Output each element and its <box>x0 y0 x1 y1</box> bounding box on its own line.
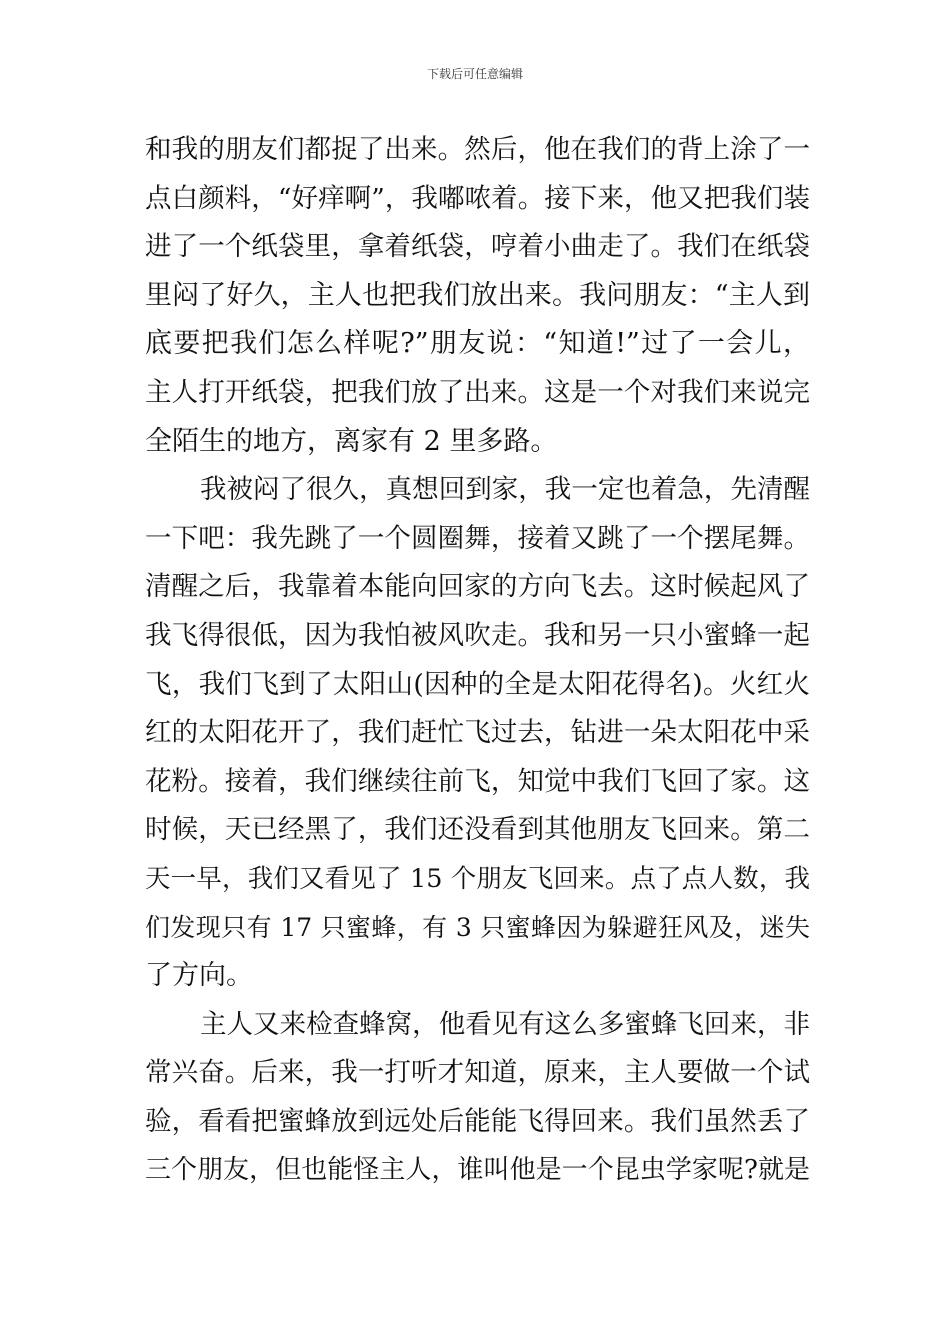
page-header: 下载后可任意编辑 <box>426 67 523 81</box>
text-line: 全陌生的地方，离家有 2 里多路。 <box>145 425 558 457</box>
text-line: 我被闷了很久，真想回到家，我一定也着急，先清醒 <box>200 474 810 506</box>
text-line: 常兴奋。后来，我一打听才知道，原来，主人要做一个试 <box>145 1057 810 1089</box>
text-line: 我飞得很低，因为我怕被风吹走。我和另一只小蜜蜂一起 <box>145 619 810 651</box>
text-line: 三个朋友，但也能怪主人，谁叫他是一个昆虫学家呢?就是 <box>145 1155 810 1186</box>
text-line: 主人又来检查蜂窝，他看见有这么多蜜蜂飞回来，非 <box>200 1008 810 1040</box>
text-line: 一下吧：我先跳了一个圆圈舞，接着又跳了一个摆尾舞。 <box>145 522 810 554</box>
text-line: 底要把我们怎么样呢?”朋友说：“知道!”过了一会儿， <box>145 328 810 360</box>
text-line: 主人打开纸袋，把我们放了出来。这是一个对我们来说完 <box>145 376 810 408</box>
text-line: 点白颜料，“好痒啊”，我嘟哝着。接下来，他又把我们装 <box>145 182 810 214</box>
paragraph-3 <box>145 1001 810 1195</box>
text-line: 里闷了好久，主人也把我们放出来。我问朋友：“主人到 <box>145 279 810 311</box>
text-line: 了方向。 <box>145 960 253 992</box>
text-line: 们发现只有 17 只蜜蜂，有 3 只蜜蜂因为躲避狂风及，迷失 <box>145 912 810 942</box>
text-line: 验，看看把蜜蜂放到远处后能能飞得回来。我们虽然丢了 <box>145 1105 810 1137</box>
text-line: 红的太阳花开了，我们赶忙飞过去，钻进一朵太阳花中采 <box>145 717 810 749</box>
text-line: 飞，我们飞到了太阳山(因种的全是太阳花得名)。火红火 <box>145 668 810 700</box>
text-line: 进了一个纸袋里，拿着纸袋，哼着小曲走了。我们在纸袋 <box>145 231 810 263</box>
text-line: 花粉。接着，我们继续往前飞，知觉中我们飞回了家。这 <box>145 765 810 797</box>
text-line: 时候，天已经黑了，我们还没看到其他朋友飞回来。第二 <box>145 814 810 846</box>
text-line: 天一早，我们又看见了 15 个朋友飞回来。点了点人数，我 <box>145 863 810 894</box>
paragraph-1 <box>145 126 810 466</box>
text-line: 清醒之后，我靠着本能向回家的方向飞去。这时候起风了 <box>145 571 810 603</box>
document-body <box>145 126 810 1195</box>
paragraph-2 <box>145 466 810 1001</box>
text-line: 和我的朋友们都捉了出来。然后，他在我们的背上涂了一 <box>145 134 810 165</box>
